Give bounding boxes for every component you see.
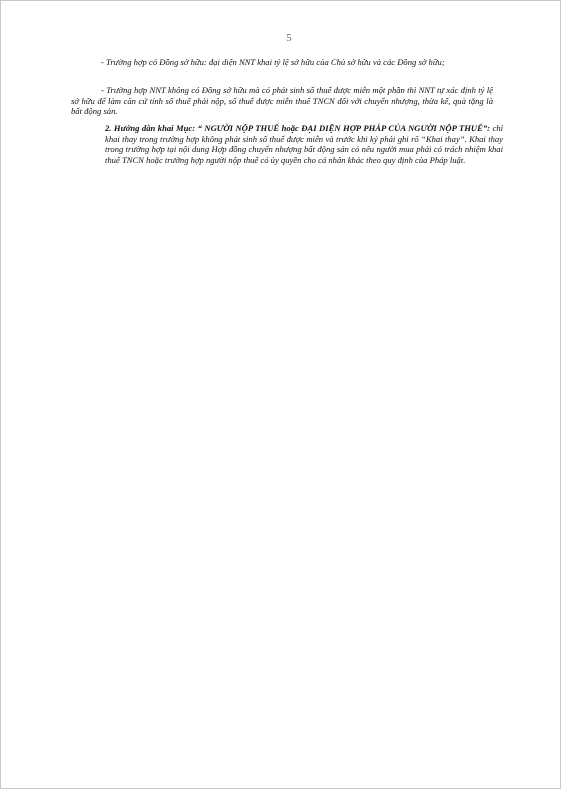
paragraph-no-co-owner-case: - Trường hợp NNT không có Đồng sở hữu mà có phát sinh số thuế được miễn một phần thì NNT tự xác định tỷ lệ sở hữu để làm căn cứ tính số thuế phải nộp, số thuế được miễn thuế TNCN đối với chuyển nhượng, thừa kế, quà tặng là bất động sản. [71,85,493,117]
page-number: 5 [286,32,292,44]
paragraph-declaration-guide [105,123,503,165]
guide-body: chỉ khai thay trong trường hợp không phát sinh số thuế được miễn và trước khi ký phải ghi rõ “Khai thay”. Khai thay trong trường hợp tại nội dung Hợp đồng chuyển nhượng bất động sản có nêu người mua phải có trách nhiệm khai thuế TNCN hoặc trường hợp người nộp thuế có ủy quyền cho cá nhân khác theo quy định của Pháp luật. [105,123,503,165]
paragraph-co-owner-case: - Trường hợp có Đồng sở hữu: đại diện NNT khai tỷ lệ sở hữu của Chủ sở hữu và các Đồng sở hữu; [101,57,445,67]
guide-heading: 2. Hướng dẫn khai Mục: “ NGƯỜI NỘP THUẾ hoặc ĐẠI DIỆN HỢP PHÁP CỦA NGƯỜI NỘP THUẾ”: [105,123,491,133]
